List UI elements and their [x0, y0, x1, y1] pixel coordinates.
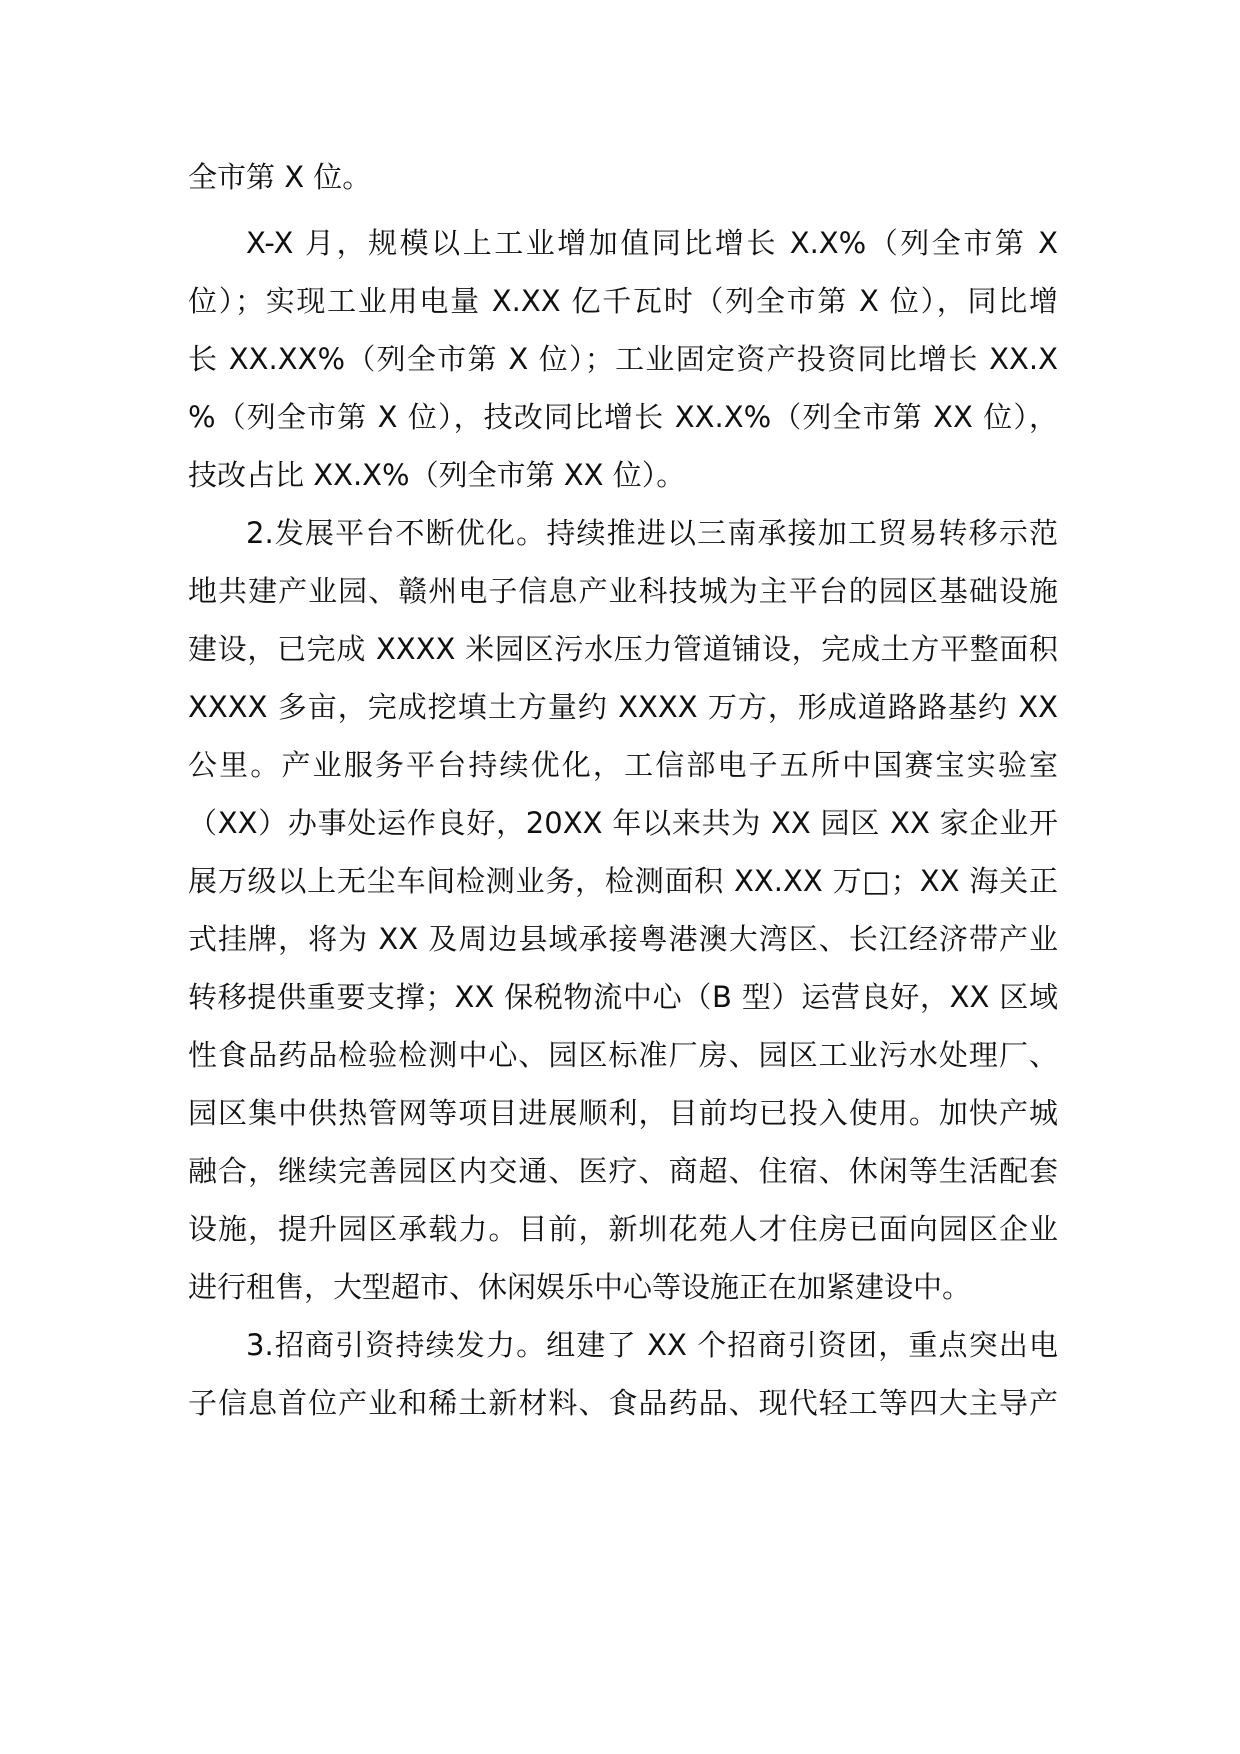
body-text-line: XXXX 多亩，完成挖填土方量约 XXXX 万方，形成道路路基约 XX — [188, 690, 1058, 724]
body-text-line: 位）；实现工业用电量 X.XX 亿千瓦时（列全市第 X 位），同比增 — [188, 284, 1058, 318]
body-text-line: （XX）办事处运作良好，20XX 年以来共为 XX 园区 XX 家企业开 — [188, 806, 1058, 840]
body-text-line: 融合，继续完善园区内交通、医疗、商超、住宿、休闲等生活配套 — [188, 1154, 1058, 1188]
body-text-line: 地共建产业园、赣州电子信息产业科技城为主平台的园区基础设施 — [188, 574, 1058, 608]
body-text-line: 进行租售，大型超市、休闲娱乐中心等设施正在加紧建设中。 — [188, 1270, 972, 1304]
body-text-line: 转移提供重要支撑；XX 保税物流中心（B 型）运营良好，XX 区域 — [188, 980, 1058, 1014]
body-text-line: 式挂牌，将为 XX 及周边县域承接粤港澳大湾区、长江经济带产业 — [188, 922, 1058, 956]
paragraph-first-line: 2.发展平台不断优化。持续推进以三南承接加工贸易转移示范 — [246, 516, 1058, 550]
paragraph-first-line: 3.招商引资持续发力。组建了 XX 个招商引资团，重点突出电 — [246, 1328, 1058, 1362]
body-text-line: 园区集中供热管网等项目进展顺利，目前均已投入使用。加快产城 — [188, 1096, 1058, 1130]
body-text-line: 技改占比 XX.X%（列全市第 XX 位）。 — [188, 458, 686, 492]
body-text-line: 长 XX.XX%（列全市第 X 位）；工业固定资产投资同比增长 XX.X — [188, 342, 1058, 376]
body-text-line: 建设，已完成 XXXX 米园区污水压力管道铺设，完成土方平整面积 — [188, 632, 1058, 666]
body-text-line: 子信息首位产业和稀土新材料、食品药品、现代轻工等四大主导产 — [188, 1386, 1058, 1420]
body-text-line: 展万级以上无尘车间检测业务，检测面积 XX.XX 万□；XX 海关正 — [188, 864, 1058, 898]
body-text-line: 性食品药品检验检测中心、园区标准厂房、园区工业污水处理厂、 — [188, 1038, 1058, 1072]
paragraph-first-line: X-X 月，规模以上工业增加值同比增长 X.X%（列全市第 X — [246, 226, 1058, 260]
body-text-line: 全市第 X 位。 — [188, 160, 372, 194]
body-text-line: 公里。产业服务平台持续优化，工信部电子五所中国赛宝实验室 — [188, 748, 1058, 782]
body-text-line: 设施，提升园区承载力。目前，新圳花苑人才住房已面向园区企业 — [188, 1212, 1058, 1246]
body-text-line: %（列全市第 X 位），技改同比增长 XX.X%（列全市第 XX 位）， — [188, 400, 1058, 434]
